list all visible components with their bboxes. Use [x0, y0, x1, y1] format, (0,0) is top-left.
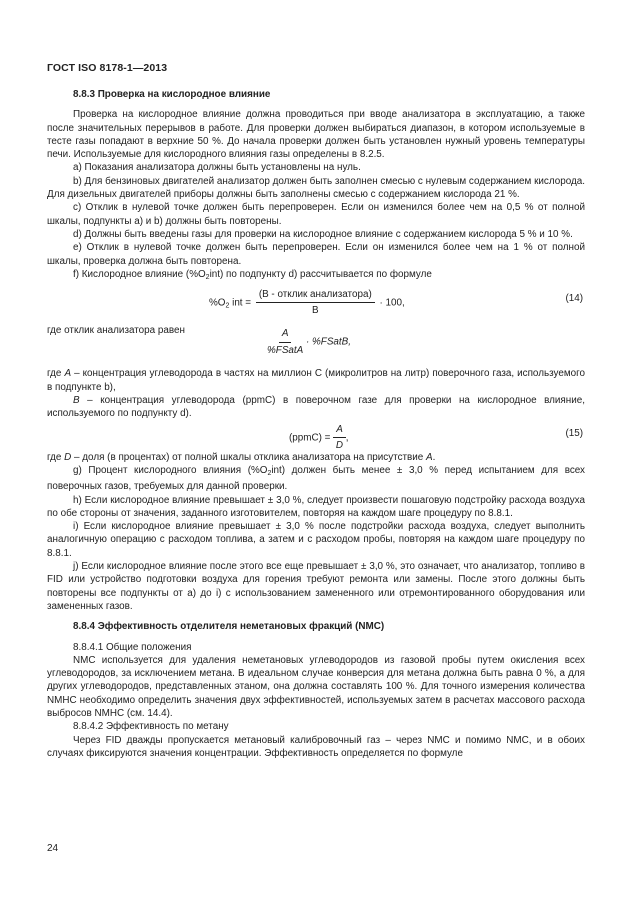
section-title-8-8-4: 8.8.4 Эффективность отделителя неметановых фракций (NMC)	[73, 621, 385, 633]
equation-response: $\frac{A}{\text{\%FSatA}}$ · %FSatB,	[267, 328, 351, 356]
paragraph: Проверка на кислородное влияние должна проводиться при вводе анализатора в эксплуатацию, а также после значительных перерывов в работе. Для проверки должен выбираться диапазон, в котором используемые в тесте газы попадают в верхние 50 %. До начала проверки должен быть установлен нужный уровень температуры печи. Используемые для кислородного влияния газы определены в 8.2.5.	[47, 109, 585, 161]
list-item-f: f) Кислородное влияние $(\%O_2int)$ по подпункту d) рассчитывается по формуле	[73, 268, 432, 281]
definition-d: где D – доля (в процентах) от полной шкалы отклика анализатора на присутствие A.	[47, 451, 436, 463]
list-item-b: b) Для бензиновых двигателей анализатор должен быть заполнен смесью с нулевым содержанием кислорода. Для дизельных двигателей приборы должны быть заполнены смесью с содержанием кислорода 21 %.	[47, 175, 585, 201]
definition-a: где A – концентрация углеводорода в частях на миллион С (микролитров на литр) поверочного газа, используемого в подпункте b),	[47, 368, 585, 393]
equation-number: (14)	[565, 293, 583, 305]
paragraph: где отклик анализатора равен	[47, 325, 185, 337]
page-number: 24	[47, 843, 59, 854]
list-item-a: a) Показания анализатора должны быть установлены на нуль.	[73, 162, 361, 174]
definition-b: B – концентрация углеводорода (ppmC) в поверочном газе для проверки на кислородное влияние, используемого по подпункту d).	[47, 395, 585, 420]
equation-15: (ppmC) = $\frac{A}{D}$ , (15)	[289, 423, 583, 451]
page-body	[47, 88, 585, 760]
equation-14: $\%O_2$ int = $\frac{\text{(B - отклик анализатора)}}{B}$ · 100, (14)	[209, 289, 583, 317]
subsection-title: 8.8.4.1 Общие положения	[73, 641, 192, 653]
list-item-g: g) Процент кислородного влияния $(\%O_2int)$ должен быть менее ± 3,0 % перед испытанием для всех поверочных газов, требуемых для данной проверки.	[47, 464, 585, 493]
list-item-h: h) Если кислородное влияние превышает ± 3,0 %, следует произвести пошаговую подстройку расхода воздуха по обе стороны от значения, заданного изготовителем, повторяя на каждом шаге процедуру по 8.8.1.	[47, 494, 585, 519]
equation-number: (15)	[565, 427, 583, 439]
document-header: ГОСТ ISO 8178-1—2013	[47, 62, 168, 74]
paragraph: Через FID дважды пропускается метановый калибровочный газ – через NMC и помимо NMC, и в обоих случаях фиксируются значения концентрации. Эффективность определяется по формуле	[47, 734, 585, 759]
list-item-c: c) Отклик в нулевой точке должен быть перепроверен. Если он изменился более чем на 0,5 % от полной шкалы, подпункты а) и b) должны быть повторены.	[47, 202, 585, 227]
list-item-i: i) Если кислородное влияние превышает ± 3,0 % после подстройки расхода воздуха, следует выполнить аналогичную операцию с расходом топлива, а затем и с расходом пробы, повторяя на каждом шаге процедуру по 8.8.1.	[47, 521, 585, 559]
subsection-title: 8.8.4.2 Эффективность по метану	[73, 721, 229, 733]
list-item-d: d) Должны быть введены газы для проверки на кислородное влияние с содержанием кислорода 5 % и 10 %.	[73, 228, 573, 240]
list-item-e: e) Отклик в нулевой точке должен быть перепроверен. Если он изменился более чем на 1 % от полной шкалы, проверка должна быть повторена.	[47, 242, 585, 267]
section-title-8-8-3: 8.8.3 Проверка на кислородное влияние	[73, 89, 271, 100]
list-item-j: j) Если кислородное влияние после этого все еще превышает ± 3,0 %, это означает, что анализатор, топливо в FID или устройство подготовки воздуха для горения требуют ремонта или замены. После этого должны быть повторены все подпункты от а) до i) с использованием замененного или отремонтированного оборудования или замененных газов.	[47, 561, 585, 612]
paragraph: NMC используется для удаления неметановых углеводородов из газовой пробы путем окисления всех углеводородов, за исключением метана. В идеальном случае конверсия для метана должна быть равна 0 %, а для других углеводородов, представленных этаном, она должна составлять 100 %. Для точного измерения количества NMHC необходимо определить значения двух эффективностей, используемых затем в расчетах массового расхода выбросов NMHC (см. 14.4).	[47, 654, 585, 719]
